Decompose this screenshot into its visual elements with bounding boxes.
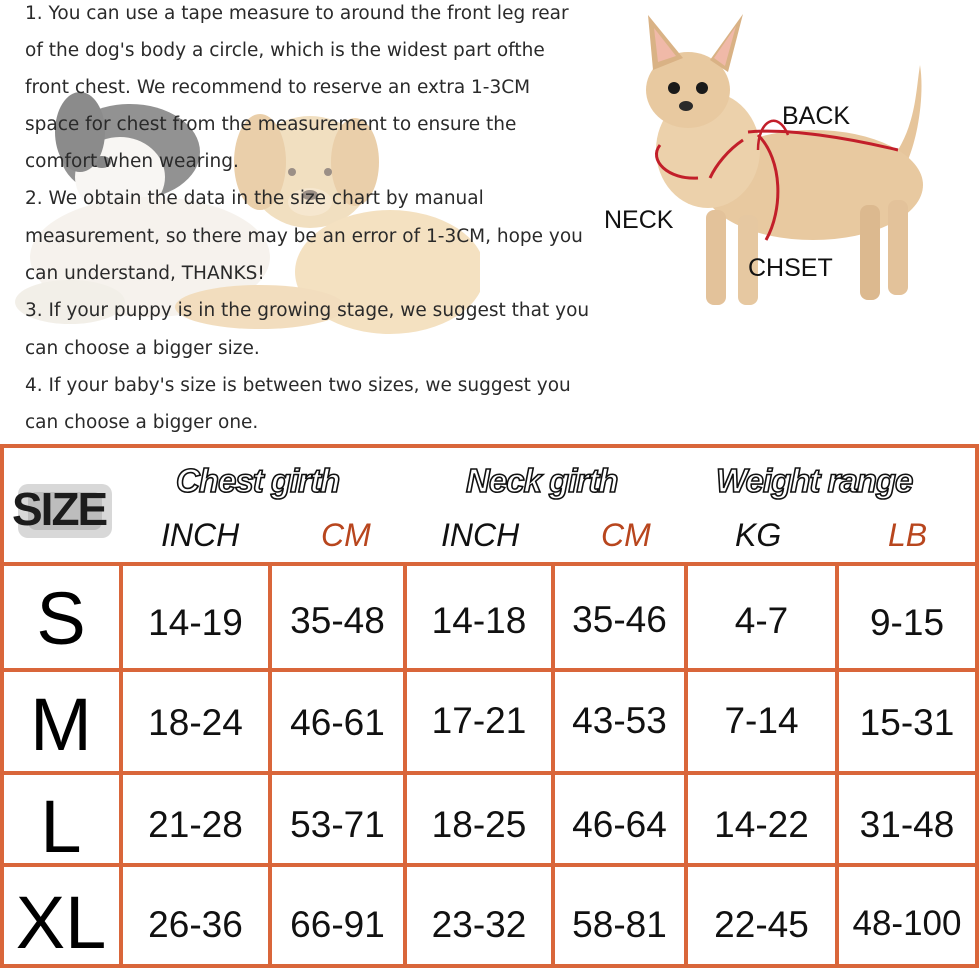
cell-m-neck-cm: 43-53 — [572, 700, 667, 741]
row-label-s: S — [36, 577, 86, 660]
cell-xl-neck-cm: 58-81 — [572, 904, 667, 945]
label-back: BACK — [782, 102, 851, 130]
cell-xl-chest-cm: 66-91 — [290, 904, 385, 945]
unit-neck-inch: INCH — [441, 517, 520, 553]
cell-l-neck-cm: 46-64 — [572, 804, 667, 845]
cell-m-weight-lb: 15-31 — [859, 702, 955, 743]
cell-l-chest-inch: 21-28 — [148, 804, 243, 845]
dog-measurement-diagram — [598, 0, 979, 340]
cell-s-chest-cm: 35-48 — [290, 600, 385, 641]
row-label-xl: XL — [15, 881, 107, 964]
cell-m-weight-kg: 7-14 — [724, 700, 799, 741]
header-chest-girth: Chest girth — [176, 462, 340, 499]
cell-s-neck-cm: 35-46 — [572, 599, 667, 640]
cell-xl-chest-inch: 26-36 — [148, 904, 243, 945]
cell-xl-weight-kg: 22-45 — [714, 904, 809, 945]
unit-weight-lb: LB — [888, 517, 928, 553]
note-line-2: of the dog's body a circle, which is the widest part ofthe — [25, 40, 545, 61]
row-label-l: L — [40, 785, 82, 868]
chihuahua-illustration — [598, 0, 979, 340]
unit-neck-cm: CM — [601, 517, 651, 553]
note-line-3: front chest. We recommend to reserve an extra 1-3CM — [25, 77, 531, 98]
note-line-4: space for chest from the measurement to ensure the — [25, 114, 517, 135]
note-line-1: 1. You can use a tape measure to around the front leg rear — [25, 3, 569, 24]
label-neck: NECK — [604, 206, 674, 234]
cell-s-chest-inch: 14-19 — [148, 602, 243, 643]
header-weight-range: Weight range — [716, 462, 913, 499]
cell-m-chest-cm: 46-61 — [290, 702, 385, 743]
note-line-8: can understand, THANKS! — [25, 263, 265, 284]
note-line-5: comfort when wearing. — [25, 151, 239, 172]
cell-m-neck-inch: 17-21 — [431, 700, 527, 741]
label-chest: CHSET — [748, 254, 833, 282]
measurement-notes — [0, 0, 600, 440]
note-line-6: 2. We obtain the data in the size chart by manual — [25, 188, 484, 209]
cell-xl-weight-lb: 48-100 — [852, 904, 962, 943]
cell-s-weight-kg: 4-7 — [734, 600, 789, 641]
note-line-9: 3. If your puppy is in the growing stage, we suggest that you — [25, 300, 590, 321]
unit-chest-inch: INCH — [161, 517, 240, 553]
cell-l-neck-inch: 18-25 — [431, 804, 527, 845]
unit-weight-kg: KG — [735, 517, 782, 553]
unit-chest-cm: CM — [321, 517, 371, 553]
cell-xl-neck-inch: 23-32 — [431, 904, 527, 945]
note-line-7: measurement, so there may be an error of 1-3CM, hope you — [25, 226, 583, 247]
cell-m-chest-inch: 18-24 — [148, 702, 243, 743]
cell-l-chest-cm: 53-71 — [290, 804, 385, 845]
row-label-m: M — [30, 683, 92, 766]
header-neck-girth: Neck girth — [466, 462, 618, 499]
note-line-10: can choose a bigger size. — [25, 338, 260, 359]
cell-l-weight-lb: 31-48 — [859, 804, 955, 845]
cell-l-weight-kg: 14-22 — [714, 804, 809, 845]
cell-s-weight-lb: 9-15 — [869, 602, 945, 643]
size-header: SIZE — [12, 483, 107, 535]
cell-s-neck-inch: 14-18 — [431, 600, 527, 641]
note-line-12: can choose a bigger one. — [25, 412, 259, 433]
note-line-11: 4. If your baby's size is between two sizes, we suggest you — [25, 375, 571, 396]
